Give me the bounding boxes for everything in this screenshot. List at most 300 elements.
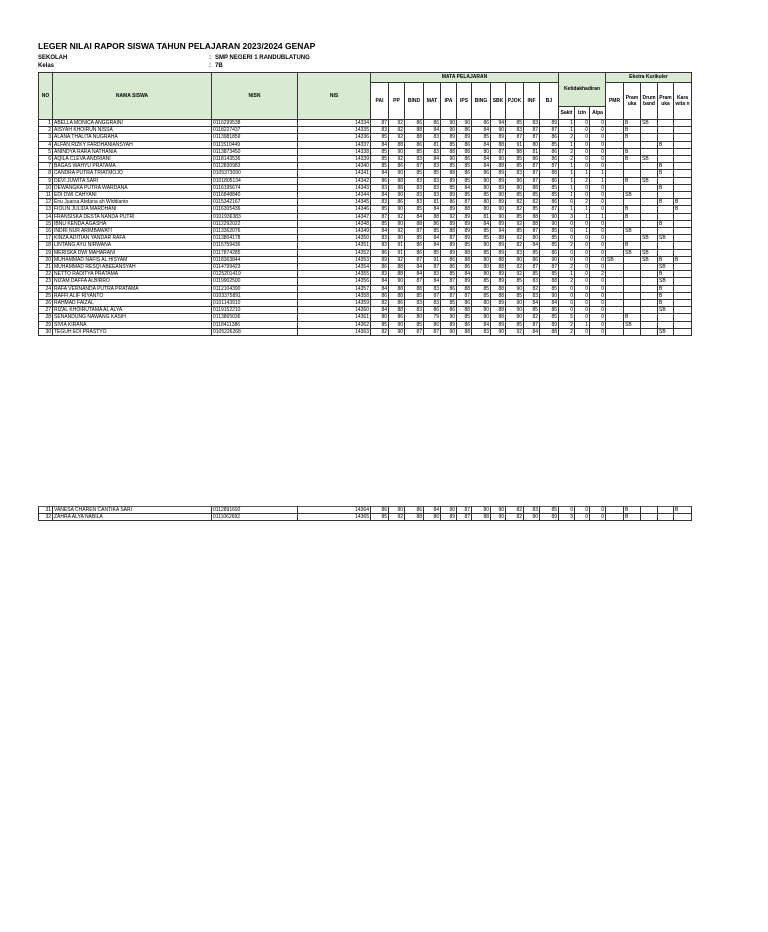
cell-score: 85 xyxy=(457,192,472,199)
cell-score: 87 xyxy=(371,213,389,220)
header-subject-sbk: SBK xyxy=(491,83,506,120)
cell-score: 88 xyxy=(457,307,472,314)
cell-score: 83 xyxy=(405,300,424,307)
cell-ekstra xyxy=(606,300,624,307)
cell-nisn: 0105373090 xyxy=(212,170,298,177)
cell-student-name: DEWANGKA PUTRA WARDANA xyxy=(53,184,212,191)
cell-score: 90 xyxy=(389,206,405,213)
cell-score: 85 xyxy=(540,314,559,321)
header-subject-bj: BJ xyxy=(540,83,559,120)
cell-absence: 0 xyxy=(590,120,606,127)
cell-ekstra xyxy=(606,228,624,235)
cell-score: 81 xyxy=(424,199,441,206)
cell-ekstra xyxy=(674,134,692,141)
cell-absence: 0 xyxy=(590,292,606,299)
cell-nisn: 0115342167 xyxy=(212,199,298,206)
cell-student-name: ALFAN RIZKY FARDHANIANSYAH xyxy=(53,141,212,148)
cell-score: 86 xyxy=(424,220,441,227)
cell-nis: 14363 xyxy=(298,328,371,335)
cell-score: 91 xyxy=(506,141,524,148)
cell-score: 87 xyxy=(524,134,540,141)
cell-no: 29 xyxy=(39,321,53,328)
cell-score: 88 xyxy=(389,292,405,299)
cell-ekstra: SB xyxy=(624,192,641,199)
cell-absence: 0 xyxy=(590,300,606,307)
cell-no: 19 xyxy=(39,249,53,256)
cell-nisn: 0118411386 xyxy=(212,321,298,328)
cell-absence: 0 xyxy=(559,256,575,263)
cell-score: 87 xyxy=(424,292,441,299)
cell-ekstra xyxy=(606,163,624,170)
class-colon: : xyxy=(209,63,211,69)
cell-score: 88 xyxy=(506,148,524,155)
cell-absence: 0 xyxy=(559,249,575,256)
cell-score: 89 xyxy=(457,213,472,220)
cell-score: 87 xyxy=(405,278,424,285)
cell-ekstra xyxy=(606,141,624,148)
cell-ekstra xyxy=(624,256,641,263)
cell-score: 90 xyxy=(389,220,405,227)
class-label: Kelas xyxy=(38,63,55,69)
cell-score: 88 xyxy=(491,141,506,148)
cell-score: 90 xyxy=(506,300,524,307)
cell-score: 84 xyxy=(472,156,491,163)
cell-ekstra xyxy=(624,307,641,314)
cell-ekstra xyxy=(674,184,692,191)
cell-score: 88 xyxy=(457,148,472,155)
cell-nisn: 0114799423 xyxy=(212,264,298,271)
cell-ekstra xyxy=(606,328,624,335)
cell-ekstra xyxy=(641,292,658,299)
cell-absence: 0 xyxy=(575,300,590,307)
cell-student-name: NIZAM DAFFA ALBIRRO xyxy=(53,278,212,285)
cell-student-name: FRANSISKA DESTA NANDA PUTRI xyxy=(53,213,212,220)
cell-nis: 14359 xyxy=(298,300,371,307)
cell-no: 9 xyxy=(39,177,53,184)
cell-nisn: 0119902500 xyxy=(212,278,298,285)
cell-score: 86 xyxy=(540,177,559,184)
cell-score: 89 xyxy=(457,228,472,235)
cell-score: 85 xyxy=(457,177,472,184)
cell-ekstra: B xyxy=(658,184,674,191)
cell-score: 90 xyxy=(389,148,405,155)
cell-ekstra: B xyxy=(624,156,641,163)
cell-absence: 0 xyxy=(590,192,606,199)
cell-score: 84 xyxy=(472,141,491,148)
cell-ekstra xyxy=(606,177,624,184)
cell-ekstra: B xyxy=(624,206,641,213)
cell-no: 17 xyxy=(39,235,53,242)
cell-ekstra xyxy=(606,514,624,521)
cell-ekstra xyxy=(606,321,624,328)
cell-no: 10 xyxy=(39,184,53,191)
cell-score: 88 xyxy=(389,271,405,278)
cell-score: 86 xyxy=(540,307,559,314)
cell-ekstra xyxy=(606,271,624,278)
cell-score: 86 xyxy=(424,514,441,521)
cell-absence: 1 xyxy=(559,177,575,184)
cell-ekstra xyxy=(624,328,641,335)
header-subject-inf: INF xyxy=(524,83,540,120)
cell-ekstra xyxy=(641,213,658,220)
cell-score: 80 xyxy=(405,314,424,321)
cell-score: 83 xyxy=(506,170,524,177)
cell-score: 85 xyxy=(472,249,491,256)
cell-ekstra: B xyxy=(624,120,641,127)
cell-score: 85 xyxy=(472,192,491,199)
cell-score: 83 xyxy=(424,184,441,191)
table-row xyxy=(39,507,692,514)
cell-score: 80 xyxy=(472,271,491,278)
cell-score: 85 xyxy=(424,249,441,256)
cell-absence: 1 xyxy=(575,228,590,235)
cell-score: 92 xyxy=(506,235,524,242)
cell-absence: 0 xyxy=(575,256,590,263)
cell-nisn: 0113865036 xyxy=(212,314,298,321)
cell-student-name: MUHAMMAD RESQI ABEEANSYAH xyxy=(53,264,212,271)
cell-ekstra: B xyxy=(624,148,641,155)
cell-ekstra xyxy=(606,285,624,292)
school-value: SMP NEGERI 1 RANDUBLATUNG xyxy=(215,55,310,61)
cell-absence: 0 xyxy=(559,220,575,227)
cell-ekstra: SB xyxy=(624,228,641,235)
table-row xyxy=(39,249,692,256)
cell-score: 84 xyxy=(457,271,472,278)
cell-score: 88 xyxy=(540,170,559,177)
table-row xyxy=(39,235,692,242)
cell-nisn: 0118227437 xyxy=(212,127,298,134)
cell-score: 81 xyxy=(524,148,540,155)
cell-ekstra xyxy=(624,184,641,191)
cell-nis: 14346 xyxy=(298,206,371,213)
cell-score: 85 xyxy=(540,242,559,249)
cell-absence: 0 xyxy=(590,314,606,321)
cell-ekstra: B xyxy=(658,271,674,278)
cell-ekstra xyxy=(641,170,658,177)
cell-score: 88 xyxy=(389,177,405,184)
cell-ekstra xyxy=(674,228,692,235)
cell-score: 86 xyxy=(405,242,424,249)
header-subject-bing: BING xyxy=(472,83,491,120)
cell-nisn: 0105226268 xyxy=(212,328,298,335)
table-row xyxy=(39,228,692,235)
cell-score: 86 xyxy=(540,199,559,206)
cell-score: 83 xyxy=(371,242,389,249)
cell-nisn: 0117874285 xyxy=(212,249,298,256)
cell-score: 86 xyxy=(472,120,491,127)
cell-score: 81 xyxy=(424,141,441,148)
table-row xyxy=(39,206,692,213)
cell-nisn: 0125201419 xyxy=(212,271,298,278)
cell-absence: 0 xyxy=(575,328,590,335)
header-subject-mat: MAT xyxy=(424,83,441,120)
cell-score: 80 xyxy=(524,141,540,148)
header-subject-pjok: PJOK xyxy=(506,83,524,120)
cell-absence: 0 xyxy=(575,163,590,170)
cell-ekstra xyxy=(624,163,641,170)
cell-nis: 14348 xyxy=(298,220,371,227)
cell-score: 82 xyxy=(506,242,524,249)
cell-absence: 0 xyxy=(575,134,590,141)
cell-absence: 0 xyxy=(575,307,590,314)
cell-score: 85 xyxy=(524,271,540,278)
class-value: 7B xyxy=(215,63,223,69)
cell-absence: 0 xyxy=(590,163,606,170)
cell-absence: 1 xyxy=(559,170,575,177)
cell-absence: 2 xyxy=(559,242,575,249)
cell-absence: 1 xyxy=(559,206,575,213)
cell-absence: 2 xyxy=(559,264,575,271)
cell-score: 87 xyxy=(424,264,441,271)
cell-score: 90 xyxy=(441,120,457,127)
cell-student-name: SIVIA KIRANA xyxy=(53,321,212,328)
cell-score: 83 xyxy=(371,127,389,134)
table-row xyxy=(39,148,692,155)
cell-score: 85 xyxy=(540,507,559,514)
cell-nisn: 0111062692 xyxy=(212,514,298,521)
cell-student-name: TEGUH EDI PRASTYO xyxy=(53,328,212,335)
cell-score: 88 xyxy=(457,328,472,335)
cell-nis: 14354 xyxy=(298,264,371,271)
cell-score: 85 xyxy=(441,271,457,278)
table-row xyxy=(39,285,692,292)
cell-absence: 0 xyxy=(559,307,575,314)
cell-nisn: 0115759436 xyxy=(212,242,298,249)
cell-score: 85 xyxy=(371,321,389,328)
cell-score: 87 xyxy=(524,163,540,170)
cell-ekstra xyxy=(674,177,692,184)
cell-score: 80 xyxy=(524,235,540,242)
cell-score: 89 xyxy=(457,235,472,242)
cell-score: 87 xyxy=(441,278,457,285)
header-absence-izin: Izin xyxy=(575,107,590,120)
cell-score: 86 xyxy=(540,156,559,163)
cell-score: 85 xyxy=(472,292,491,299)
cell-ekstra xyxy=(606,507,624,514)
cell-no: 26 xyxy=(39,300,53,307)
cell-score: 87 xyxy=(524,321,540,328)
cell-score: 83 xyxy=(524,120,540,127)
cell-ekstra xyxy=(606,134,624,141)
cell-absence: 0 xyxy=(590,199,606,206)
cell-ekstra: B xyxy=(658,141,674,148)
cell-nisn: 0101936383 xyxy=(212,213,298,220)
cell-score: 87 xyxy=(405,228,424,235)
header-nisn: NISN xyxy=(212,73,298,120)
cell-ekstra xyxy=(674,300,692,307)
cell-score: 91 xyxy=(389,249,405,256)
cell-ekstra xyxy=(624,300,641,307)
cell-nis: 14356 xyxy=(298,278,371,285)
cell-score: 85 xyxy=(371,220,389,227)
cell-ekstra xyxy=(641,228,658,235)
cell-absence: 0 xyxy=(590,156,606,163)
cell-score: 85 xyxy=(371,163,389,170)
cell-score: 88 xyxy=(389,264,405,271)
cell-score: 83 xyxy=(524,292,540,299)
table-row xyxy=(39,292,692,299)
cell-score: 86 xyxy=(389,163,405,170)
cell-score: 84 xyxy=(424,156,441,163)
cell-score: 87 xyxy=(405,328,424,335)
cell-ekstra xyxy=(606,199,624,206)
cell-score: 84 xyxy=(371,141,389,148)
cell-absence: 0 xyxy=(590,285,606,292)
cell-score: 86 xyxy=(540,134,559,141)
cell-score: 90 xyxy=(491,206,506,213)
cell-score: 84 xyxy=(424,242,441,249)
table-row xyxy=(39,256,692,263)
cell-nisn: 0101805134 xyxy=(212,177,298,184)
cell-score: 87 xyxy=(524,177,540,184)
table-row xyxy=(39,163,692,170)
cell-ekstra xyxy=(674,321,692,328)
cell-score: 83 xyxy=(405,199,424,206)
cell-absence: 0 xyxy=(590,134,606,141)
cell-ekstra xyxy=(658,206,674,213)
cell-score: 85 xyxy=(540,192,559,199)
table-row xyxy=(39,156,692,163)
cell-score: 88 xyxy=(491,235,506,242)
cell-ekstra: SB xyxy=(641,177,658,184)
cell-score: 90 xyxy=(389,507,405,514)
cell-ekstra xyxy=(674,156,692,163)
cell-absence: 0 xyxy=(590,328,606,335)
cell-score: 85 xyxy=(506,156,524,163)
cell-ekstra xyxy=(624,271,641,278)
cell-nisn: 0119152210 xyxy=(212,307,298,314)
cell-ekstra xyxy=(641,321,658,328)
cell-no: 22 xyxy=(39,271,53,278)
cell-absence: 0 xyxy=(590,148,606,155)
cell-absence: 1 xyxy=(575,213,590,220)
cell-student-name: CANDRA PUTRA TRIATMOJO xyxy=(53,170,212,177)
cell-score: 83 xyxy=(506,249,524,256)
cell-score: 84 xyxy=(371,192,389,199)
cell-score: 88 xyxy=(491,307,506,314)
cell-absence: 0 xyxy=(559,228,575,235)
cell-no: 23 xyxy=(39,278,53,285)
cell-score: 89 xyxy=(441,134,457,141)
grades-table xyxy=(38,72,692,336)
cell-student-name: IBNU KENDA AGASHA xyxy=(53,220,212,227)
cell-absence: 0 xyxy=(559,199,575,206)
header-subject-ipa: IPA xyxy=(441,83,457,120)
cell-score: 89 xyxy=(457,278,472,285)
cell-score: 87 xyxy=(506,134,524,141)
cell-ekstra: B xyxy=(658,300,674,307)
cell-score: 80 xyxy=(472,300,491,307)
cell-score: 88 xyxy=(457,285,472,292)
cell-student-name: DEVI JUWITA SARI xyxy=(53,177,212,184)
cell-ekstra: SB xyxy=(641,249,658,256)
cell-score: 92 xyxy=(506,264,524,271)
cell-ekstra: B xyxy=(658,292,674,299)
header-subject-pai: PAI xyxy=(371,83,389,120)
cell-score: 85 xyxy=(405,321,424,328)
cell-score: 88 xyxy=(491,314,506,321)
cell-score: 88 xyxy=(491,292,506,299)
cell-score: 92 xyxy=(506,328,524,335)
cell-no: 1 xyxy=(39,120,53,127)
header-no: NO xyxy=(39,73,53,120)
cell-score: 80 xyxy=(472,256,491,263)
cell-no: 24 xyxy=(39,285,53,292)
cell-ekstra xyxy=(624,278,641,285)
cell-score: 84 xyxy=(424,278,441,285)
cell-absence: 2 xyxy=(559,278,575,285)
cell-score: 85 xyxy=(405,292,424,299)
cell-nis: 14364 xyxy=(298,507,371,514)
cell-ekstra xyxy=(641,141,658,148)
cell-absence: 3 xyxy=(559,514,575,521)
cell-score: 86 xyxy=(405,507,424,514)
cell-nis: 14345 xyxy=(298,199,371,206)
cell-score: 85 xyxy=(405,148,424,155)
cell-score: 90 xyxy=(491,127,506,134)
cell-ekstra xyxy=(641,314,658,321)
cell-ekstra: B xyxy=(624,314,641,321)
cell-ekstra xyxy=(641,148,658,155)
cell-score: 85 xyxy=(441,184,457,191)
header-ekstra-3: Pram uka xyxy=(658,83,674,120)
cell-score: 86 xyxy=(371,264,389,271)
cell-ekstra xyxy=(606,148,624,155)
cell-score: 87 xyxy=(524,228,540,235)
cell-ekstra: B xyxy=(674,256,692,263)
cell-absence: 2 xyxy=(575,199,590,206)
cell-ekstra xyxy=(658,127,674,134)
cell-score: 92 xyxy=(389,120,405,127)
cell-score: 82 xyxy=(506,206,524,213)
table-row xyxy=(39,184,692,191)
cell-score: 89 xyxy=(491,271,506,278)
cell-nisn: 0116848840 xyxy=(212,192,298,199)
cell-score: 85 xyxy=(540,235,559,242)
cell-ekstra xyxy=(606,249,624,256)
cell-ekstra xyxy=(641,514,658,521)
cell-nis: 14358 xyxy=(298,292,371,299)
cell-nis: 14337 xyxy=(298,141,371,148)
document-title: LEGER NILAI RAPOR SISWA TAHUN PELAJARAN 2023/2024 GENAP xyxy=(38,41,316,51)
cell-ekstra xyxy=(658,507,674,514)
cell-student-name: MUHAMMAD NAFIS AL HISYAM xyxy=(53,256,212,263)
cell-absence: 0 xyxy=(590,228,606,235)
cell-no: 30 xyxy=(39,328,53,335)
cell-ekstra xyxy=(641,271,658,278)
cell-score: 88 xyxy=(457,256,472,263)
header-name: NAMA SISWA xyxy=(53,73,212,120)
cell-score: 92 xyxy=(389,156,405,163)
cell-score: 86 xyxy=(371,177,389,184)
cell-absence: 0 xyxy=(575,264,590,271)
cell-score: 86 xyxy=(506,177,524,184)
cell-ekstra xyxy=(624,264,641,271)
cell-score: 82 xyxy=(371,300,389,307)
cell-nisn: 0113804178 xyxy=(212,235,298,242)
cell-ekstra xyxy=(606,278,624,285)
cell-ekstra xyxy=(641,242,658,249)
cell-student-name: MERISKA DWI MAHARANI xyxy=(53,249,212,256)
cell-score: 84 xyxy=(371,228,389,235)
cell-no: 7 xyxy=(39,163,53,170)
table-row xyxy=(39,264,692,271)
cell-score: 80 xyxy=(472,242,491,249)
cell-nisn: 0113981859 xyxy=(212,134,298,141)
cell-score: 90 xyxy=(540,220,559,227)
cell-score: 88 xyxy=(389,141,405,148)
cell-score: 86 xyxy=(457,156,472,163)
